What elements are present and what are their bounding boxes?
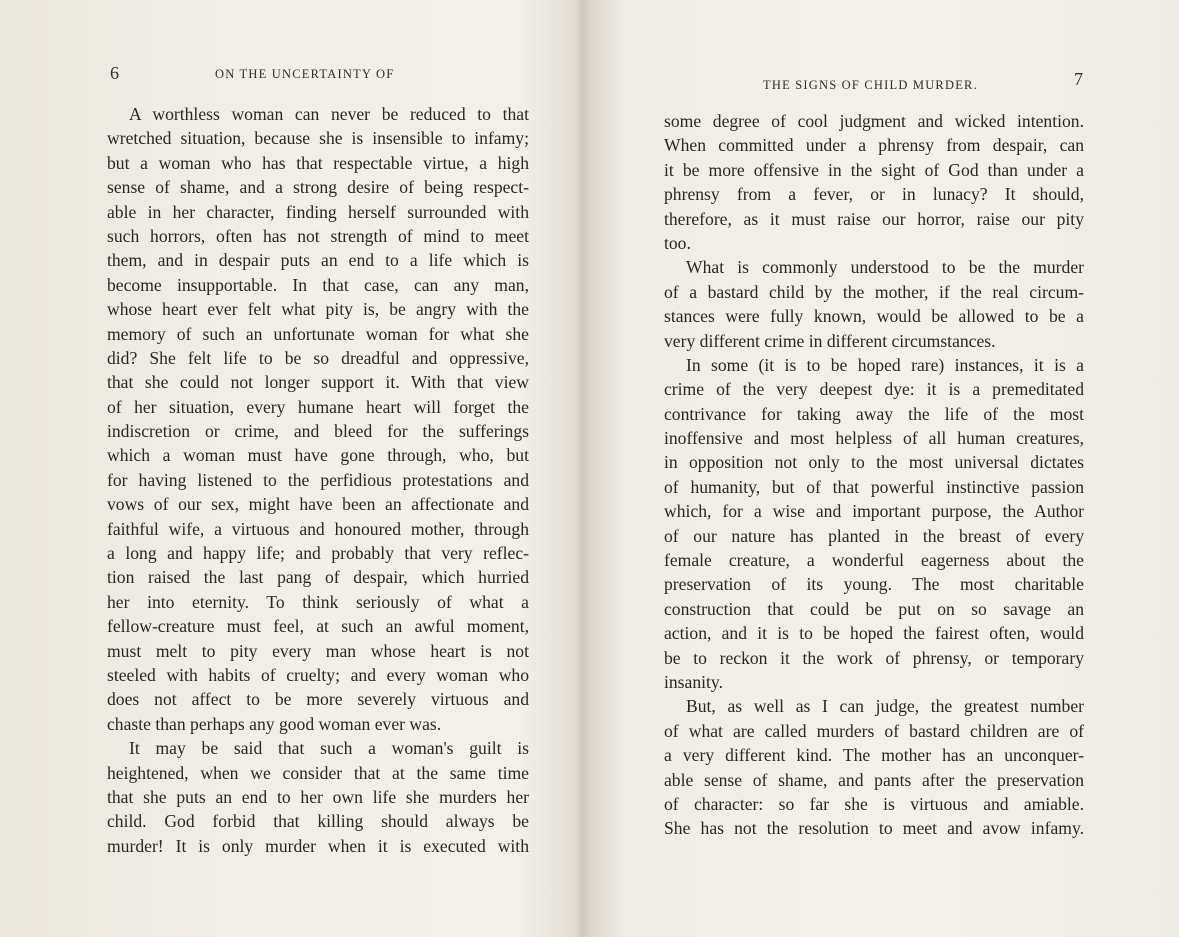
text-line: which, for a wise and important purpose, the Author bbox=[664, 501, 1084, 522]
text-line: of a bastard child by the mother, if the real circum- bbox=[664, 281, 1084, 302]
text-line: wretched situation, because she is insensible to infamy; bbox=[107, 128, 529, 149]
text-line: crime of the very deepest dye: it is a premeditated bbox=[664, 379, 1084, 400]
text-line: It may be said that such a woman's guilt is bbox=[129, 738, 529, 759]
right-page bbox=[586, 0, 1179, 937]
running-head: THE SIGNS OF CHILD MURDER. bbox=[763, 78, 978, 92]
text-line: must melt to pity every man whose heart is not bbox=[107, 640, 529, 661]
text-line: construction that could be put on so savage an bbox=[664, 598, 1084, 619]
text-line: She has not the resolution to meet and avow infamy. bbox=[664, 818, 1084, 839]
text-line: insanity. bbox=[664, 671, 723, 692]
text-line: be to reckon it the work of phrensy, or temporary bbox=[664, 647, 1084, 668]
page-body-text bbox=[664, 109, 1084, 841]
text-line: steeled with habits of cruelty; and every woman who bbox=[107, 664, 529, 685]
text-line: action, and it is to be hoped the fairest often, would bbox=[664, 623, 1084, 644]
text-line: of humanity, but of that powerful instinctive passion bbox=[664, 476, 1084, 497]
text-line: fellow-creature must feel, at such an awful moment, bbox=[107, 616, 529, 637]
text-line: able sense of shame, and pants after the preservation bbox=[664, 769, 1084, 790]
text-line: stances were fully known, would be allowed to be a bbox=[664, 306, 1084, 327]
text-line: heightened, when we consider that at the same time bbox=[107, 762, 529, 783]
text-line: What is commonly understood to be the murder bbox=[686, 257, 1084, 278]
text-line: a very different kind. The mother has an unconquer- bbox=[664, 745, 1084, 766]
text-line: therefore, as it must raise our horror, raise our pity bbox=[664, 208, 1084, 229]
text-line: child. God forbid that killing should always be bbox=[107, 811, 529, 832]
text-line: very different crime in different circumstances. bbox=[664, 330, 996, 351]
text-line: preservation of its young. The most charitable bbox=[664, 574, 1084, 595]
text-line: of what are called murders of bastard children are of bbox=[664, 720, 1084, 741]
text-line: murder! It is only murder when it is executed with bbox=[107, 835, 529, 856]
text-line: her into eternity. To think seriously of what a bbox=[107, 591, 529, 612]
left-page bbox=[0, 0, 584, 937]
text-line: contrivance for taking away the life of the most bbox=[664, 403, 1084, 424]
text-line: inoffensive and most helpless of all human creatures, bbox=[664, 428, 1084, 449]
text-line: it be more offensive in the sight of God than under a bbox=[664, 159, 1084, 180]
text-line: does not affect to be more severely virtuous and bbox=[107, 689, 529, 710]
text-line: them, and in despair puts an end to a life which is bbox=[107, 250, 529, 271]
text-line: that she could not longer support it. With that view bbox=[107, 372, 529, 393]
text-line: whose heart ever felt what pity is, be angry with the bbox=[107, 299, 529, 320]
text-line: some degree of cool judgment and wicked intention. bbox=[664, 111, 1084, 131]
text-line: that she puts an end to her own life she murders her bbox=[107, 786, 529, 807]
text-line: When committed under a phrensy from despair, can bbox=[664, 135, 1084, 156]
text-line: tion raised the last pang of despair, which hurried bbox=[107, 567, 529, 588]
text-line: too. bbox=[664, 232, 691, 253]
text-line: of character: so far she is virtuous and amiable. bbox=[664, 793, 1084, 814]
text-line: which a woman must have gone through, who, but bbox=[107, 445, 529, 466]
text-line: memory of such an unfortunate woman for what she bbox=[107, 323, 529, 344]
text-line: female creature, a wonderful eagerness about the bbox=[664, 550, 1084, 571]
text-line: of her situation, every humane heart will forget the bbox=[107, 396, 529, 417]
text-line: In some (it is to be hoped rare) instances, it is a bbox=[686, 354, 1084, 375]
page-number: 7 bbox=[1074, 69, 1083, 89]
text-line: indiscretion or crime, and bleed for the sufferings bbox=[107, 421, 529, 442]
text-line: But, as well as I can judge, the greatest number bbox=[686, 696, 1084, 717]
text-line: did? She felt life to be so dreadful and oppressive, bbox=[107, 347, 529, 368]
text-line: faithful wife, a virtuous and honoured mother, through bbox=[107, 518, 529, 539]
text-line: such horrors, often has not strength of mind to meet bbox=[107, 225, 529, 246]
text-line: phrensy from a fever, or in lunacy? It should, bbox=[664, 184, 1084, 205]
text-line: a long and happy life; and probably that very reflec- bbox=[107, 543, 529, 564]
running-head: ON THE UNCERTAINTY OF bbox=[215, 67, 395, 81]
text-line: but a woman who has that respectable virtue, a high bbox=[107, 152, 529, 173]
text-line: become insupportable. In that case, can any man, bbox=[107, 274, 529, 295]
text-line: for having listened to the perfidious protestations and bbox=[107, 469, 529, 490]
text-line: in opposition not only to the most universal dictates bbox=[664, 452, 1084, 473]
text-line: able in her character, finding herself surrounded with bbox=[107, 201, 529, 222]
page-body-text bbox=[107, 102, 529, 858]
text-line: chaste than perhaps any good woman ever was. bbox=[107, 713, 442, 734]
text-line: of our nature has planted in the breast of every bbox=[664, 525, 1084, 546]
text-line: vows of our sex, might have been an affectionate and bbox=[107, 494, 529, 515]
page-number: 6 bbox=[110, 63, 119, 83]
text-line: sense of shame, and a strong desire of being respect- bbox=[107, 177, 529, 198]
text-line: A worthless woman can never be reduced to that bbox=[129, 104, 529, 124]
